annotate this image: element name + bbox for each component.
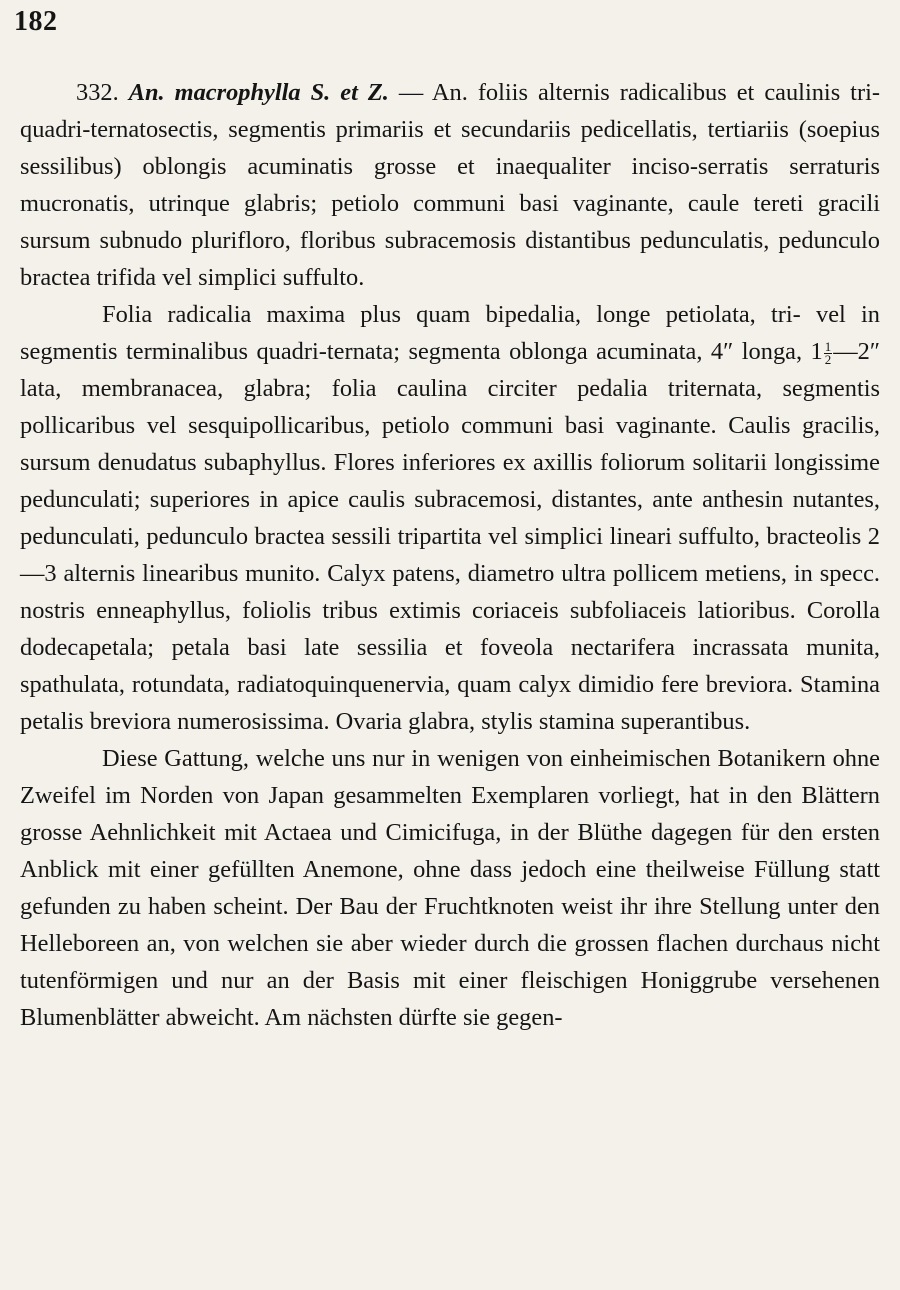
- description-paragraph: [20, 296, 880, 740]
- entry-number: 332.: [76, 79, 119, 106]
- description-text-part-1: Folia radicalia maxima plus quam bipedalia, longe petiolata, tri- vel in segmentis terminalibus quadri-ternata; segmenta oblonga acuminata, 4″ longa, 1: [20, 301, 880, 365]
- latin-diagnosis: — An. foliis alternis radicalibus et caulinis tri- quadri-ternatosectis, segmentis primariis et secundariis pedicellatis, tertiariis (soepius sessilibus) oblongis acuminatis grosse et inaequaliter inciso-serratis serraturis mucronatis, utrinque glabris; petiolo communi basi vaginante, caule tereti gracili sursum subnudo plurifloro, floribus subracemosis distantibus pedunculatis, pedunculo bractea trifida vel simplici suffulto.: [20, 79, 880, 291]
- page-number: 182: [14, 6, 58, 37]
- fraction-one-half: [824, 338, 833, 367]
- page-body: [20, 74, 880, 1036]
- commentary-paragraph: Diese Gattung, welche uns nur in wenigen von einheimischen Botanikern ohne Zweifel im Norden von Japan gesammelten Exemplaren vorliegt, hat in den Blättern grosse Aehnlichkeit mit Actaea und Cimicifuga, in der Blüthe dagegen für den ersten Anblick mit einer gefüllten Anemone, ohne dass jedoch eine theilweise Füllung statt gefunden zu haben scheint. Der Bau der Fruchtknoten weist ihr ihre Stellung unter den Helleboreen an, von welchen sie aber wieder durch die grossen flachen durchaus nicht tutenförmigen und nur an der Basis mit einer fleischigen Honiggrube versehenen Blumenblätter abweicht. Am nächsten dürfte sie gegen-: [20, 745, 880, 1031]
- species-entry-paragraph: [20, 74, 880, 296]
- fraction-numerator: 1: [824, 338, 832, 354]
- species-title: An. macrophylla S. et Z.: [128, 79, 389, 106]
- description-text-part-2: —2″ lata, membranacea, glabra; folia caulina circiter pedalia triternata, segmentis pollicaribus vel sesquipollicaribus, petiolo communi basi vaginante. Caulis gracilis, sursum denudatus subaphyllus. Flores inferiores ex axillis foliorum solitarii longissime pedunculati; superiores in apice caulis subracemosi, distantes, ante anthesin nutantes, pedunculati, pedunculo bractea sessili tripartita vel simplici lineari suffulto, bracteolis 2—3 alternis linearibus munito. Calyx patens, diametro ultra pollicem metiens, in specc. nostris enneaphyllus, foliolis tribus extimis coriaceis subfoliaceis latioribus. Corolla dodecapetala; petala basi late sessilia et foveola nectarifera incrassata munita, spathulata, rotundata, radiatoquinquenervia, quam calyx dimidio fere breviora. Stamina petalis breviora numerosissima. Ovaria glabra, stylis stamina superantibus.: [20, 338, 880, 735]
- fraction-denominator: 2: [824, 351, 832, 367]
